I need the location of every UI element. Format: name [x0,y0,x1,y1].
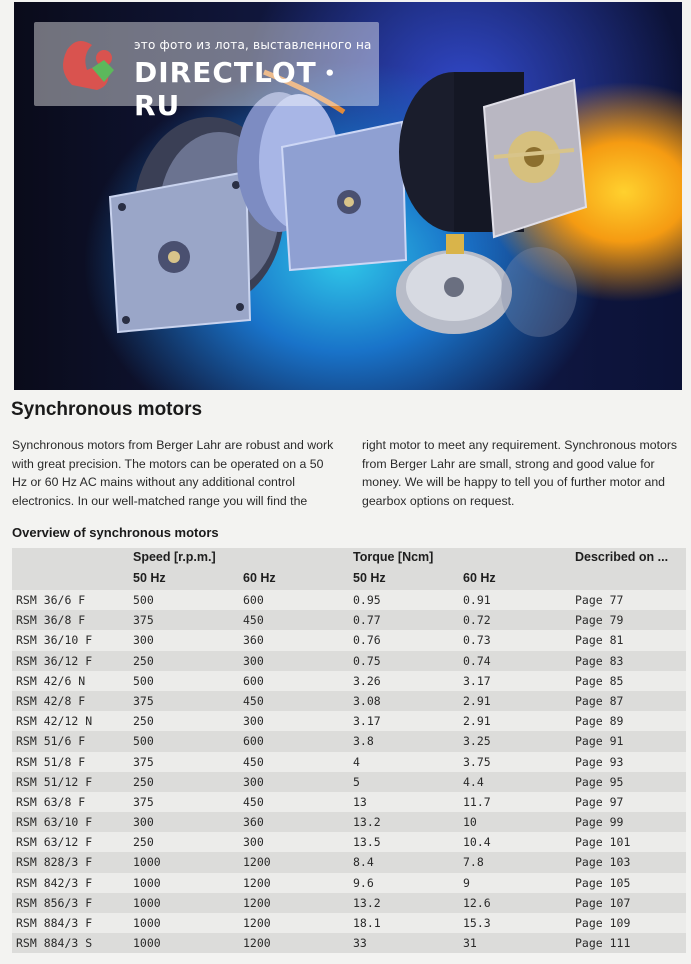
table-row [12,752,686,772]
page-ref-cell: Page 91 [575,734,624,749]
speed-60hz-cell: 600 [243,734,264,749]
speed-60hz-cell: 1200 [243,895,271,910]
torque-50hz-cell: 3.17 [353,714,381,729]
torque-60hz-cell: 2.91 [463,693,491,708]
table-row [12,852,686,872]
speed-50hz-cell: 375 [133,693,154,708]
speed-60hz-cell: 600 [243,593,264,607]
torque-50hz-cell: 3.8 [353,734,374,749]
torque-50hz-cell: 5 [353,774,360,789]
speed-60hz-cell: 450 [243,613,264,628]
torque-50hz-cell: 13 [353,794,367,809]
torque-50hz-header: 50 Hz [353,571,386,585]
torque-60hz-cell: 10.4 [463,835,491,850]
model-cell: RSM 51/12 F [16,774,93,789]
torque-60hz-cell: 10 [463,815,477,830]
page-ref-cell: Page 77 [575,593,624,607]
speed-50hz-cell: 500 [133,673,154,688]
torque-60hz-cell: 0.91 [463,593,491,607]
speed-60hz-cell: 1200 [243,855,271,870]
table-row [12,691,686,711]
speed-60hz-cell: 450 [243,693,264,708]
speed-60hz-cell: 1200 [243,875,271,890]
page-ref-cell: Page 97 [575,794,624,809]
torque-60hz-cell: 11.7 [463,794,491,809]
model-cell: RSM 842/3 F [16,875,93,890]
torque-50hz-cell: 3.08 [353,693,381,708]
speed-50hz-cell: 375 [133,754,154,769]
speed-header: Speed [r.p.m.] [133,550,216,564]
speed-60hz-cell: 450 [243,754,264,769]
speed-50hz-cell: 300 [133,633,154,648]
speed-50hz-cell: 375 [133,613,154,628]
model-cell: RSM 63/10 F [16,815,93,830]
speed-60hz-cell: 600 [243,673,264,688]
torque-60hz-cell: 3.25 [463,734,491,749]
table-row [12,893,686,913]
table-row [12,651,686,671]
table-row [12,671,686,691]
model-cell: RSM 63/12 F [16,835,93,850]
torque-50hz-cell: 33 [353,936,367,951]
table-row [12,873,686,893]
page-ref-cell: Page 105 [575,875,631,890]
page-ref-cell: Page 81 [575,633,624,648]
table-body [12,590,686,953]
page-ref-cell: Page 87 [575,693,624,708]
speed-60hz-cell: 1200 [243,936,271,951]
speed-60hz-cell: 300 [243,653,264,668]
motors-table [12,548,686,953]
table-row [12,772,686,792]
table-row [12,933,686,953]
speed-50hz-header: 50 Hz [133,571,166,585]
torque-60hz-cell: 31 [463,936,477,951]
model-cell: RSM 63/8 F [16,794,86,809]
torque-60hz-cell: 3.75 [463,754,491,769]
model-cell: RSM 51/8 F [16,754,86,769]
table-row [12,913,686,933]
torque-50hz-cell: 13.2 [353,815,381,830]
model-cell: RSM 51/6 F [16,734,86,749]
watermark-brand: DIRECTLOT • RU [134,56,337,122]
page-ref-cell: Page 103 [575,855,631,870]
torque-60hz-cell: 0.74 [463,653,491,668]
speed-60hz-cell: 360 [243,815,264,830]
speed-50hz-cell: 1000 [133,855,161,870]
torque-60hz-cell: 7.8 [463,855,484,870]
model-cell: RSM 42/6 N [16,673,86,688]
torque-60hz-cell: 4.4 [463,774,484,789]
speed-50hz-cell: 250 [133,714,154,729]
torque-50hz-cell: 13.2 [353,895,381,910]
torque-60hz-cell: 0.73 [463,633,491,648]
model-cell: RSM 42/12 N [16,714,93,729]
torque-50hz-cell: 3.26 [353,673,381,688]
table-row [12,812,686,832]
page-ref-cell: Page 95 [575,774,624,789]
intro-text-right: right motor to meet any requirement. Synchronous motors from Berger Lahr are small, strong and good value for money. We will be happy to tell you of further motor and gearbox options on request. [362,438,678,508]
model-cell: RSM 856/3 F [16,895,93,910]
speed-60hz-cell: 300 [243,774,264,789]
model-cell: RSM 828/3 F [16,855,93,870]
torque-60hz-cell: 15.3 [463,916,491,930]
watermark [34,22,379,122]
table-header [12,548,686,590]
speed-50hz-cell: 250 [133,835,154,850]
page-ref-cell: Page 99 [575,815,624,830]
speed-60hz-cell: 360 [243,633,264,648]
table-row [12,610,686,630]
page-ref-cell: Page 85 [575,673,624,688]
torque-50hz-cell: 0.75 [353,653,381,668]
torque-50hz-cell: 4 [353,754,360,769]
watermark-caption: это фото из лота, выставленного на [134,38,372,52]
page-ref-cell: Page 93 [575,754,624,769]
intro-text-left: Synchronous motors from Berger Lahr are robust and work with great precision. The motors can be operated on a 50 Hz or 60 Hz AC mains without any additional control electronics. In our well-matched range you will find the [12,438,334,508]
table-row [12,832,686,852]
described-header: Described on ... [575,550,669,564]
torque-50hz-cell: 8.4 [353,855,374,870]
torque-50hz-cell: 0.77 [353,613,381,628]
section-title: Synchronous motors [11,399,203,420]
table-row [12,711,686,731]
table-row [12,590,686,610]
squirrel-logo-icon [52,30,132,100]
model-cell: RSM 36/8 F [16,613,86,628]
table-row [12,792,686,812]
overview-title: Overview of synchronous motors [12,525,219,540]
speed-60hz-header: 60 Hz [243,571,276,585]
torque-60hz-cell: 0.72 [463,613,491,628]
page-ref-cell: Page 109 [575,916,631,930]
torque-60hz-header: 60 Hz [463,571,496,585]
model-cell: RSM 36/12 F [16,653,93,668]
speed-60hz-cell: 1200 [243,916,271,930]
speed-50hz-cell: 500 [133,593,154,607]
page-ref-cell: Page 83 [575,653,624,668]
speed-60hz-cell: 300 [243,835,264,850]
speed-50hz-cell: 250 [133,653,154,668]
speed-60hz-cell: 300 [243,714,264,729]
torque-header: Torque [Ncm] [353,550,434,564]
speed-50hz-cell: 1000 [133,916,161,930]
page-ref-cell: Page 107 [575,895,631,910]
table-row [12,731,686,751]
speed-50hz-cell: 500 [133,734,154,749]
torque-60hz-cell: 3.17 [463,673,491,688]
speed-50hz-cell: 250 [133,774,154,789]
page-ref-cell: Page 89 [575,714,624,729]
torque-50hz-cell: 13.5 [353,835,381,850]
torque-60hz-cell: 2.91 [463,714,491,729]
torque-50hz-cell: 0.76 [353,633,381,648]
speed-60hz-cell: 450 [243,794,264,809]
speed-50hz-cell: 300 [133,815,154,830]
page-ref-cell: Page 79 [575,613,624,628]
table-row [12,630,686,650]
speed-50hz-cell: 375 [133,794,154,809]
motors-photo [14,2,682,390]
torque-60hz-cell: 9 [463,875,470,890]
torque-50hz-cell: 9.6 [353,875,374,890]
model-cell: RSM 42/8 F [16,693,86,708]
torque-60hz-cell: 12.6 [463,895,491,910]
model-cell: RSM 36/6 F [16,593,86,607]
torque-50hz-cell: 18.1 [353,916,381,930]
speed-50hz-cell: 1000 [133,895,161,910]
page-ref-cell: Page 101 [575,835,631,850]
model-cell: RSM 884/3 S [16,936,93,951]
speed-50hz-cell: 1000 [133,936,161,951]
model-cell: RSM 884/3 F [16,916,93,930]
model-cell: RSM 36/10 F [16,633,93,648]
speed-50hz-cell: 1000 [133,875,161,890]
torque-50hz-cell: 0.95 [353,593,381,607]
page-ref-cell: Page 111 [575,936,631,951]
